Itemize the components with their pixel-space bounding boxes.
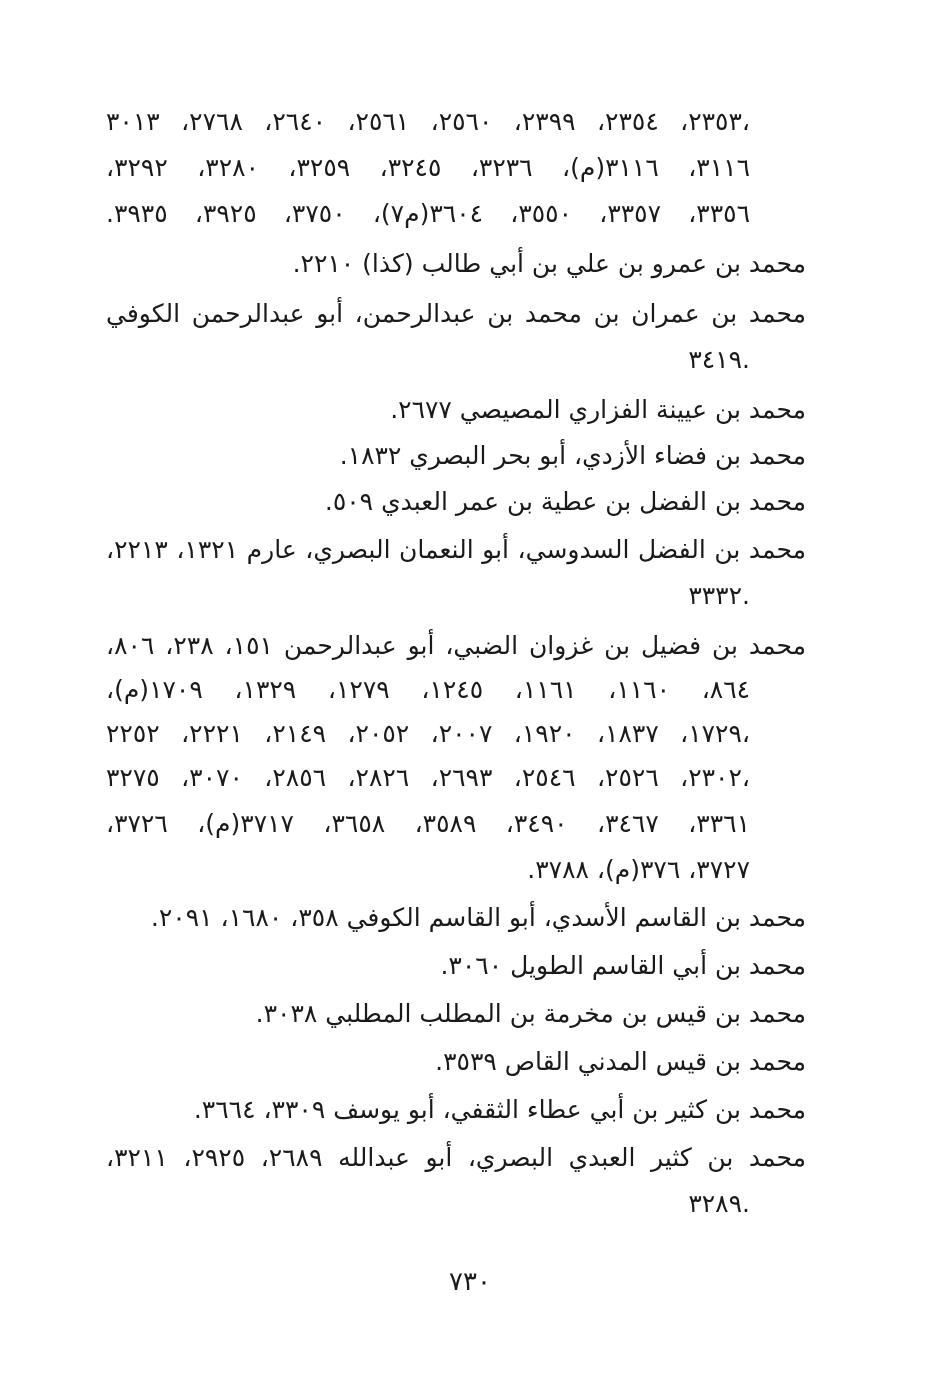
entry-line: محمد بن كثير العبدي البصري، أبو عبدالله ٢٦٨٩، ٢٩٢٥، ٣٢١١، [106,1143,807,1172]
text-line: ٣٣٦١، ٣٤٦٧، ٣٤٩٠، ٣٥٨٩، ٣٦٥٨، ٣٧١٧(م)، ٣٧٢٦، [106,809,750,838]
entry-line: محمد بن عمران بن محمد بن عبدالرحمن، أبو عبدالرحمن الكوفي [106,299,806,328]
entry-line: محمد بن الفضل السدوسي، أبو النعمان البصري، عارم ١٣٢١، ٢٢١٣، [106,535,806,564]
entry-line: محمد بن عمرو بن علي بن أبي طالب (كذا) ٢٢١٠. [292,249,806,278]
entry-line: محمد بن القاسم الأسدي، أبو القاسم الكوفي ٣٥٨، ١٦٨٠، ٢٠٩١. [150,903,806,932]
entry-line: محمد بن فضيل بن غزوان الضبي، أبو عبدالرحمن ١٥١، ٢٣٨، ٨٠٦، [106,631,807,660]
text-line: ٣٢٨٩. [688,1189,750,1218]
entry-line: محمد بن قيس بن مخرمة بن المطلب المطلبي ٣٠٣٨. [255,999,806,1028]
text-line: ٢٣٠٢، ٢٥٢٦، ٢٥٤٦، ٢٦٩٣، ٢٨٢٦، ٢٨٥٦، ٣٠٧٠، ٣٢٧٥، [106,763,750,792]
entry-line: محمد بن الفضل بن عطية بن عمر العبدي ٥٠٩. [324,487,806,516]
text-line: ١٧٢٩، ١٨٣٧، ١٩٢٠، ٢٠٠٧، ٢٠٥٢، ٢١٤٩، ٢٢٢١، ٢٢٥٢، [106,719,750,748]
text-line: ٣٧٢٧، ٣٧٦(م)، ٣٧٨٨. [527,855,750,884]
entry-line: محمد بن أبي القاسم الطويل ٣٠٦٠. [440,951,806,980]
text-line: ٣١١٦، ٣١١٦(م)، ٣٢٣٦، ٣٢٤٥، ٣٢٥٩، ٣٢٨٠، ٣٢٩٢، [106,153,750,182]
entry-line: محمد بن عيينة الفزاري المصيصي ٢٦٧٧. [390,395,806,424]
entry-line: محمد بن فضاء الأزدي، أبو بحر البصري ١٨٣٢. [339,441,806,470]
text-line: ٣٤١٩. [688,345,750,374]
text-line: ٣٣٣٢. [688,581,750,610]
text-line: ٣٣٥٦، ٣٣٥٧، ٣٥٥٠، ٣٦٠٤(م٧)، ٣٧٥٠، ٣٩٢٥، ٣٩٣٥. [106,199,751,228]
entry-line: محمد بن قيس المدني القاص ٣٥٣٩. [435,1047,806,1076]
text-line: ٢٣٥٣، ٢٣٥٤، ٢٣٩٩، ٢٥٦٠، ٢٥٦١، ٢٦٤٠، ٢٧٦٨، ٣٠١٣، [106,107,750,136]
page-number: ٧٣٠ [449,1267,491,1297]
entry-line: محمد بن كثير بن أبي عطاء الثقفي، أبو يوسف ٣٣٠٩، ٣٦٦٤. [193,1095,806,1124]
text-line: ٨٦٤، ١١٦٠، ١١٦١، ١٢٤٥، ١٢٧٩، ١٣٢٩، ١٧٠٩(م)، [106,675,751,704]
